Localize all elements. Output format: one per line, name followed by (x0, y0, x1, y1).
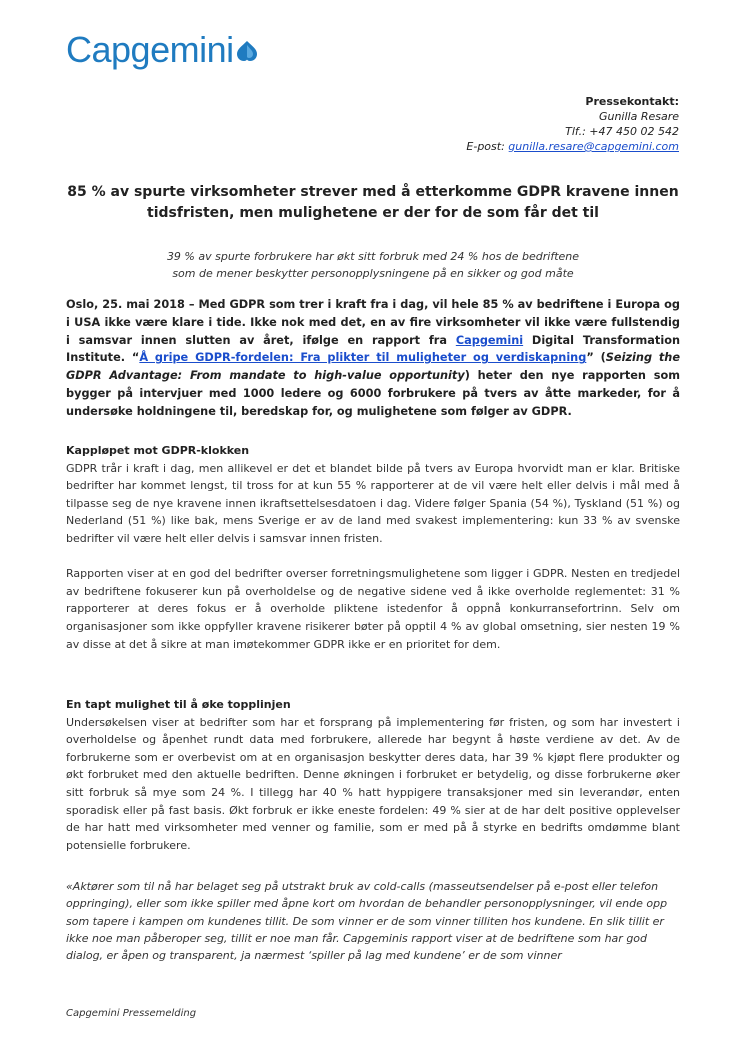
press-release-subtitle (66, 248, 680, 282)
lead-text-3: ” ( (586, 351, 606, 365)
report-english-title: Seizing the GDPR Advantage: From mandate to high-value opportunity (66, 351, 680, 383)
contact-email-row (466, 139, 679, 154)
logo-text: Capgemini (66, 29, 234, 70)
email-link[interactable]: gunilla.resare@capgemini.com (508, 140, 679, 153)
capgemini-logo (66, 29, 258, 70)
lead-text-4: ) heter den nye rapporten som bygger på intervjuer med 1000 ledere og 6000 forbrukere på tvers av åtte markeder, for å undersøke holdningene til, beredskap for, og mulighetene som følger av GDPR. (66, 369, 680, 418)
report-link[interactable]: Å gripe GDPR-fordelen: Fra plikter til muligheter og verdiskapning (139, 351, 587, 365)
email-label: E-post: (466, 140, 509, 153)
section-paragraph: Undersøkelsen viser at bedrifter som har et forsprang på implementering før fristen, og som har investert i overholdelse og åpenhet rundt data med forbrukere, allerede har begynt å høste verdiene av det. Av de forbrukerne som er overbevist om at en organisasjon beskytter deres data, har 39 % kjøpt flere produkter og økt forbruket med den aktuelle bedriften. Denne økningen i forbruket er betydelig, og disse forbrukerne øker sitt forbruk så mye som 24 %. I tillegg har 40 % hatt hyppigere transaksjoner med sin leverandør, enten sporadisk eller på fast basis. Økt forbruk er ikke eneste fordelen: 49 % sier at de har delt positive opplevelser de har hatt med virksomheter med venner og familie, som er med på å styrke en bedrifts omdømme blant potensielle forbrukere. (66, 715, 680, 852)
section-paragraph: Rapporten viser at en god del bedrifter overser forretningsmulighetene som ligger i GDPR. Nesten en tredjedel av bedriftene fokuserer kun på overholdelse og de negative sidene ved å ikke overholde reglementet: 31 % rapporterer at deres fokus er å overholde pliktene istedenfor å oppnå konkurransefortrinn. Selv om organisasjoner som ikke oppfyller kravene risikerer bøter på opptil 4 % av global omsetning, sier nesten 19 % av disse at det å sikre at man imøtekommer GDPR ikke er en prioritet for dem. (66, 567, 680, 651)
contact-phone: Tlf.: +47 450 02 542 (565, 125, 679, 138)
press-release-title: 85 % av spurte virksomheter strever med å etterkomme GDPR kravene innen tidsfristen, men mulighetene er der for de som får det til (67, 184, 679, 221)
section-heading: Kappløpet mot GDPR-klokken (66, 444, 250, 457)
press-contact (466, 94, 679, 154)
contact-name: Gunilla Resare (598, 110, 679, 123)
spade-drop-icon (236, 40, 258, 62)
lead-paragraph (66, 296, 680, 421)
contact-heading: Pressekontakt: (585, 95, 679, 108)
section-paragraph: GDPR trår i kraft i dag, men allikevel er det et blandet bilde på tvers av Europa hvorvidt man er klar. Britiske bedrifter har kommet lengst, til tross for at kun 55 % rapporterer at de vil være helt eller delvis i mål med å tilpasse seg de nye kravene innen ikraftsettelsesdatoen i dag. Videre følger Spania (54 %), Tyskland (51 %) og Nederland (51 %) like bak, mens Sverige er av de land med svakest implementering: kun 33 % av svenske bedrifter vil være helt eller delvis i samsvar innen fristen. (66, 461, 680, 545)
lead-text-2: Digital Transformation Institute. “ (66, 333, 680, 365)
section-gdpr-clock (66, 442, 680, 653)
subtitle-line-1: 39 % av spurte forbrukere har økt sitt forbruk med 24 % hos de bedriftene (166, 250, 580, 263)
subtitle-line-2: som de mener beskytter personopplysningene på en sikker og god måte (172, 267, 574, 280)
section-heading: En tapt mulighet til å øke topplinjen (66, 698, 291, 711)
page-footer: Capgemini Pressemelding (66, 1008, 197, 1019)
quote-paragraph: «Aktører som til nå har belaget seg på utstrakt bruk av cold-calls (masseutsendelser på e-post eller telefon oppringing), eller som ikke spiller med åpne kort om hvordan de behandler personopplysninger, vil ende opp som tapere i kampen om kundenes tillit. De som vinner er de som vinner tilliten hos kundene. En slik tillit er ikke noe man påberoper seg, tillit er noe man får. Capgeminis rapport viser at de bedriftene som har god dialog, er åpen og transparent, ja nærmest ‘spiller på lag med kundene’ er de som vinner (66, 880, 668, 963)
section-lost-opportunity (66, 696, 680, 854)
lead-text-1: Oslo, 25. mai 2018 – Med GDPR som trer i kraft fra i dag, vil hele 85 % av bedriftene i Europa og i USA ikke være klare i tide. Ikke nok med det, en av fire virksomheter vil ikke være fullstendig i samsvar innen slutten av året, ifølge en rapport fra (66, 298, 680, 347)
capgemini-link[interactable]: Capgemini (455, 333, 524, 347)
